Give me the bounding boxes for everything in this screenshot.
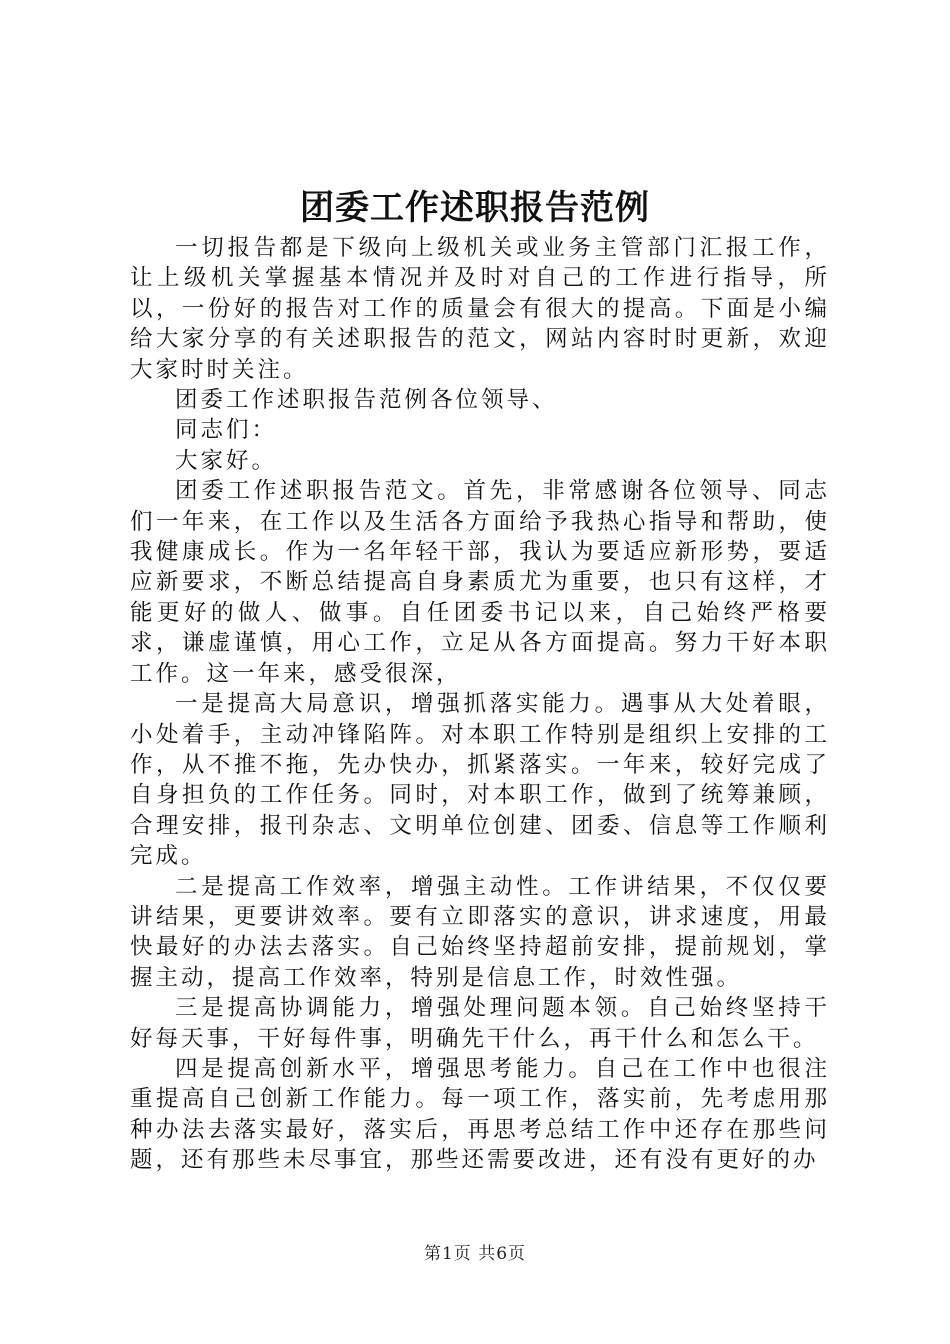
document-body [130,233,830,1176]
paragraph-opening: 团委工作述职报告范文。首先，非常感谢各位领导、同志们一年来，在工作以及生活各方面给予我热心指导和帮助，使我健康成长。作为一名年轻干部，我认为要适应新形势，要适应新要求，不断总结提高自身素质尤为重要，也只有这样，才能更好的做人、做事。自任团委书记以来，自己始终严格要求，谦虚谨慎，用心工作，立足从各方面提高。努力干好本职工作。这一年来，感受很深， [130,478,830,687]
document-title: 团委工作述职报告范例 [300,188,650,228]
paragraph-point-three: 三是提高协调能力，增强处理问题本领。自己始终坚持干好每天事，干好每件事，明确先干什么，再干什么和怎么干。 [130,995,830,1052]
paragraph-point-two: 二是提高工作效率，增强主动性。工作讲结果，不仅仅要讲结果，更要讲效率。要有立即落实的意识，讲求速度，用最快最好的办法去落实。自己始终坚持超前安排，提前规划，掌握主动，提高工作效率，特别是信息工作，时效性强。 [130,873,830,991]
page-footer: 第1页 共6页 [423,1244,527,1264]
paragraph-point-four: 四是提高创新水平，增强思考能力。自己在工作中也很注重提高自己创新工作能力。每一项工作，落实前，先考虑用那种办法去落实最好，落实后，再思考总结工作中还存在那些问题，还有那些未尽事宜，那些还需要改进，还有没有更好的办 [130,1055,830,1174]
paragraph-intro: 一切报告都是下级向上级机关或业务主管部门汇报工作，让上级机关掌握基本情况并及时对自己的工作进行指导，所以，一份好的报告对工作的质量会有很大的提高。下面是小编给大家分享的有关述职报告的范文，网站内容时时更新，欢迎大家时时关注。 [130,235,830,383]
paragraph-salutation-comrades: 同志们： [175,417,278,444]
paragraph-salutation: 团委工作述职报告范例各位领导、 [175,387,558,414]
paragraph-greeting: 大家好。 [175,447,278,474]
paragraph-point-one: 一是提高大局意识，增强抓落实能力。遇事从大处着眼，小处着手，主动冲锋陷阵。对本职工作特别是组织上安排的工作，从不推不拖，先办快办，抓紧落实。一年来，较好完成了自身担负的工作任务。同时，对本职工作，做到了统筹兼顾，合理安排，报刊杂志、文明单位创建、团委、信息等工作顺利完成。 [130,691,830,870]
